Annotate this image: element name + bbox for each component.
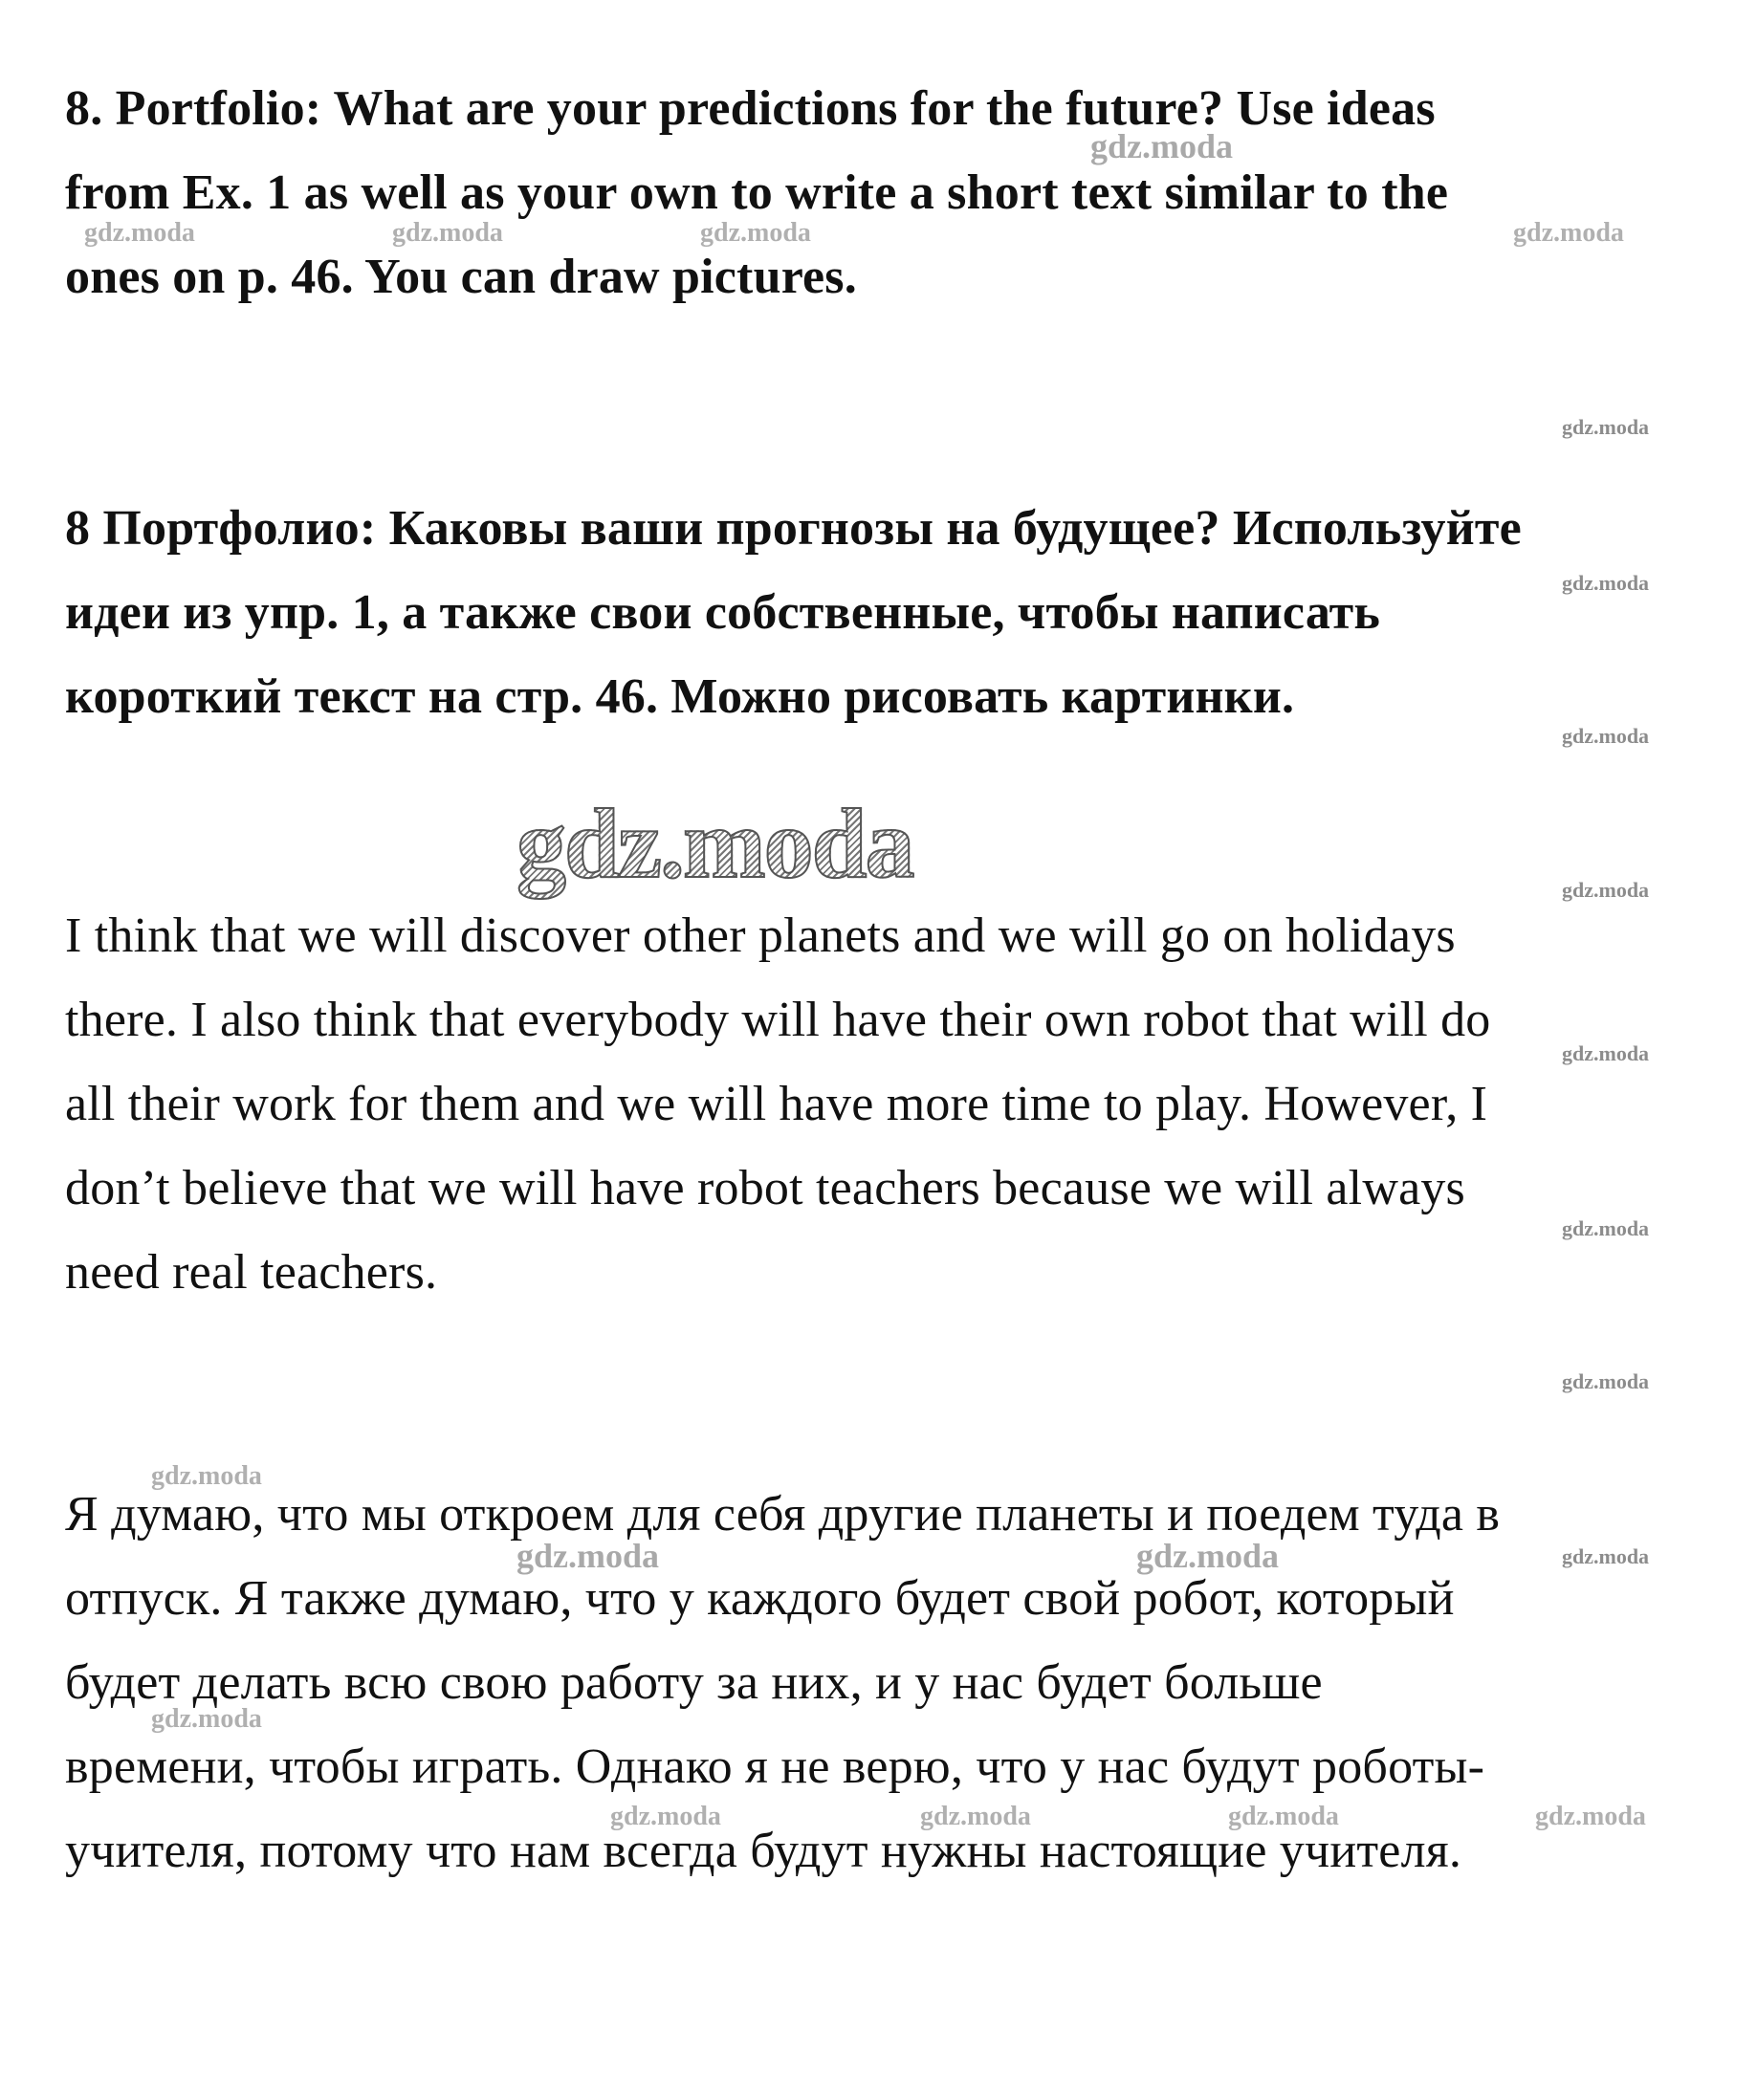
watermark: gdz.moda	[84, 218, 195, 248]
watermark: gdz.moda	[1535, 1802, 1646, 1831]
watermark: gdz.moda	[1562, 1369, 1650, 1393]
watermark: gdz.moda	[1562, 1041, 1650, 1065]
watermark: gdz.moda	[392, 218, 503, 248]
watermark: gdz.moda	[1513, 218, 1624, 248]
task-text-english: 8. Portfolio: What are your predictions for the future? Use ideas from Ex. 1 as well as your own to write a short text similar to the ones on p. 46. You can draw pictures.	[65, 81, 1449, 304]
answer-text-english: I think that we will discover other planets and we will go on holidays there. I also think that everybody will have their own robot that will do all their work for them and we will have more time to play. However, I don’t believe that we will have robot teachers because we will always need real teachers.	[65, 908, 1491, 1300]
watermark: gdz.moda	[610, 1802, 721, 1831]
watermark: gdz.moda	[151, 1461, 262, 1491]
task-text-russian: 8 Портфолио: Каковы ваши прогнозы на будущее? Используйте идеи из упр. 1, а также свои собственные, чтобы написать короткий текст на стр. 46. Можно рисовать картинки.	[65, 501, 1522, 724]
watermark: gdz.moda	[1562, 415, 1650, 439]
watermark: gdz.moda	[516, 1537, 660, 1575]
watermark: gdz.moda	[700, 218, 811, 248]
watermark: gdz.moda	[1228, 1802, 1339, 1831]
watermark: gdz.moda	[1562, 724, 1650, 748]
watermark: gdz.moda	[1562, 1544, 1650, 1568]
watermark-large: gdz.moda	[516, 789, 913, 899]
watermark: gdz.moda	[1562, 571, 1650, 595]
watermark: gdz.moda	[1136, 1537, 1280, 1575]
watermark: gdz.moda	[151, 1704, 262, 1734]
watermark: gdz.moda	[1562, 878, 1650, 902]
watermark: gdz.moda	[920, 1802, 1031, 1831]
watermark: gdz.moda	[1090, 127, 1234, 165]
answer-text-russian: Я думаю, что мы откроем для себя другие планеты и поедем туда в отпуск. Я также думаю, что у каждого будет свой робот, который будет делать всю свою работу за них, и у нас будет больше времени, чтобы играть. Однако я не верю, что у нас будут роботы- учителя, потому что нам всегда будут нужны настоящие учителя.	[65, 1487, 1501, 1878]
watermark: gdz.moda	[1562, 1216, 1650, 1240]
